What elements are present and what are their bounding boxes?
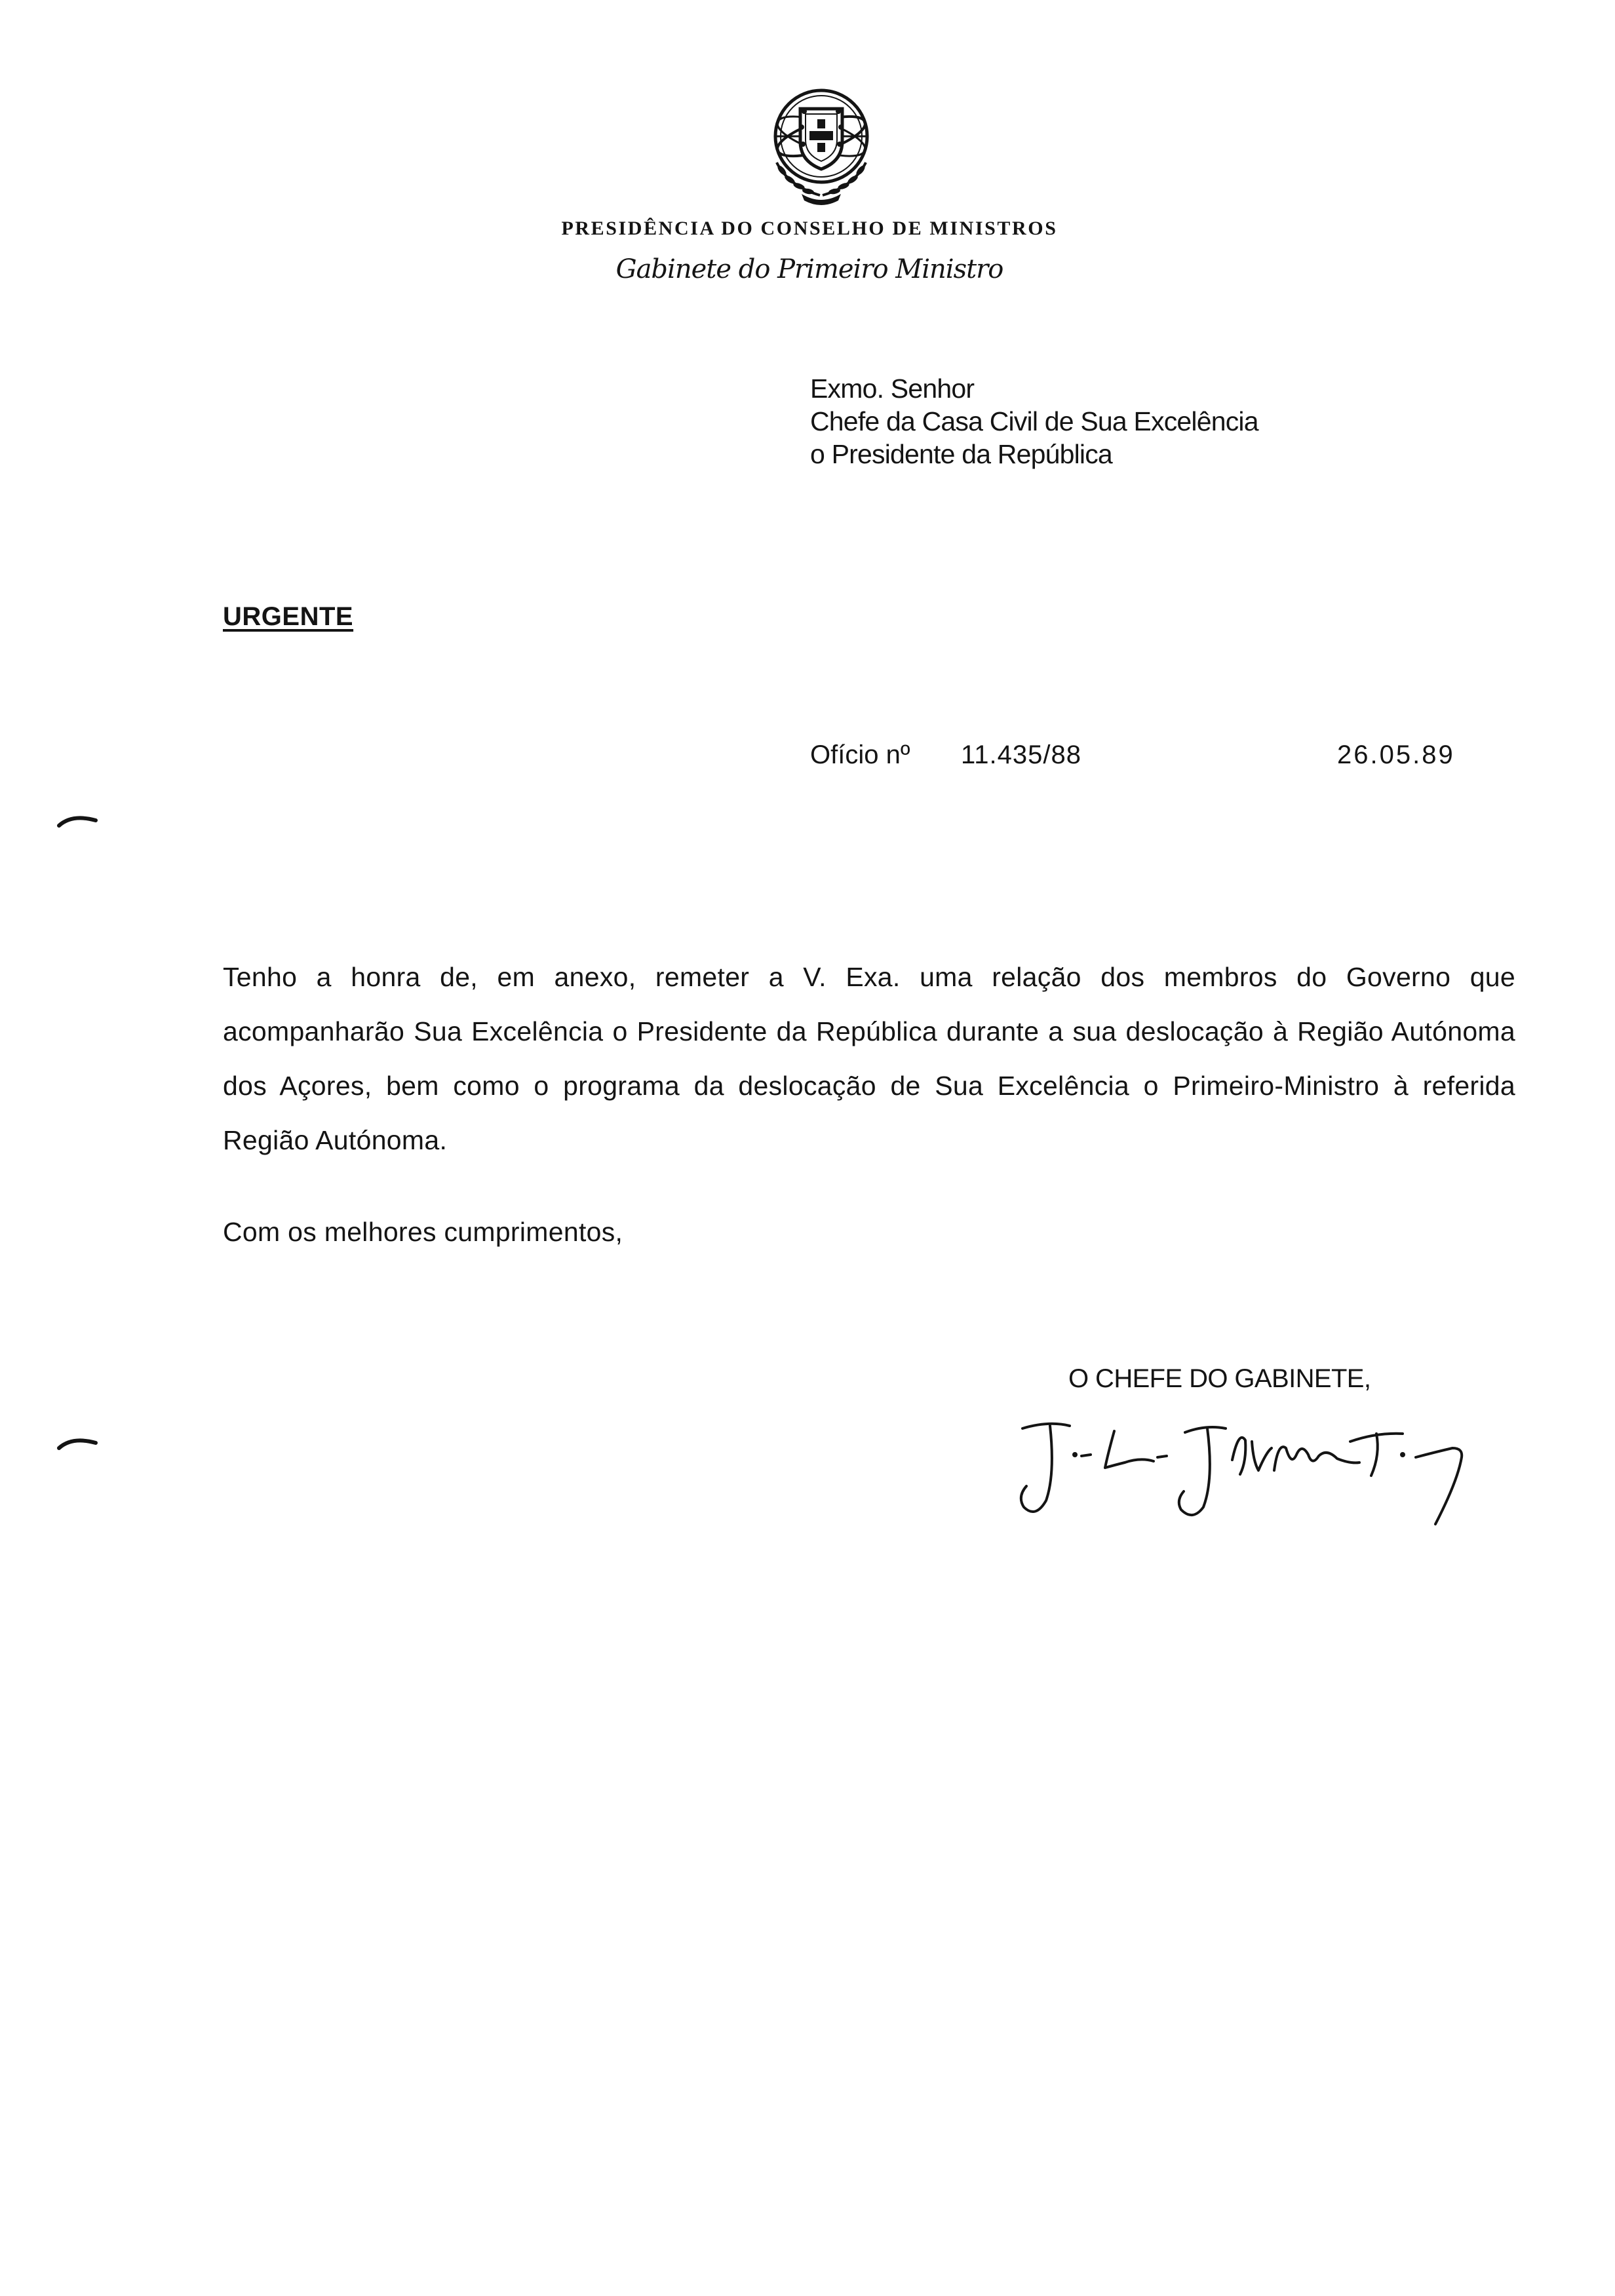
presidency-heading: PRESIDÊNCIA DO CONSELHO DE MINISTROS xyxy=(561,218,1058,239)
addressee-block xyxy=(810,372,1258,470)
signatory-title: O CHEFE DO GABINETE, xyxy=(1068,1364,1371,1393)
cabinet-subheading: Gabinete do Primeiro Ministro xyxy=(615,254,1003,284)
office-reference-label: Ofício nº xyxy=(810,740,910,769)
coat-of-arms-icon xyxy=(762,84,880,207)
office-date: 26.05.89 xyxy=(1337,740,1455,769)
body-paragraph: Tenho a honra de, em anexo, remeter a V. Exa. uma relação dos membros do Governo que acompanharão Sua Excelência o Presidente da República durante a sua deslocação à Região Autónoma dos Açores, bem como o programa da deslocação de Sua Excelência o Primeiro-Ministro à referida Região Autónoma. xyxy=(223,962,1515,1155)
office-reference-number: 11.435/88 xyxy=(961,740,1081,769)
closing-line: Com os melhores cumprimentos, xyxy=(223,1217,623,1247)
addressee-salutation: Exmo. Senhor xyxy=(810,373,975,404)
urgent-label: URGENTE xyxy=(223,602,354,631)
addressee-institution: o Presidente da República xyxy=(810,439,1112,469)
punch-hole-mark-icon xyxy=(56,1435,98,1451)
addressee-position: Chefe da Casa Civil de Sua Excelência xyxy=(810,406,1258,436)
punch-hole-mark-icon xyxy=(56,813,98,828)
handwritten-signature xyxy=(1009,1402,1481,1533)
